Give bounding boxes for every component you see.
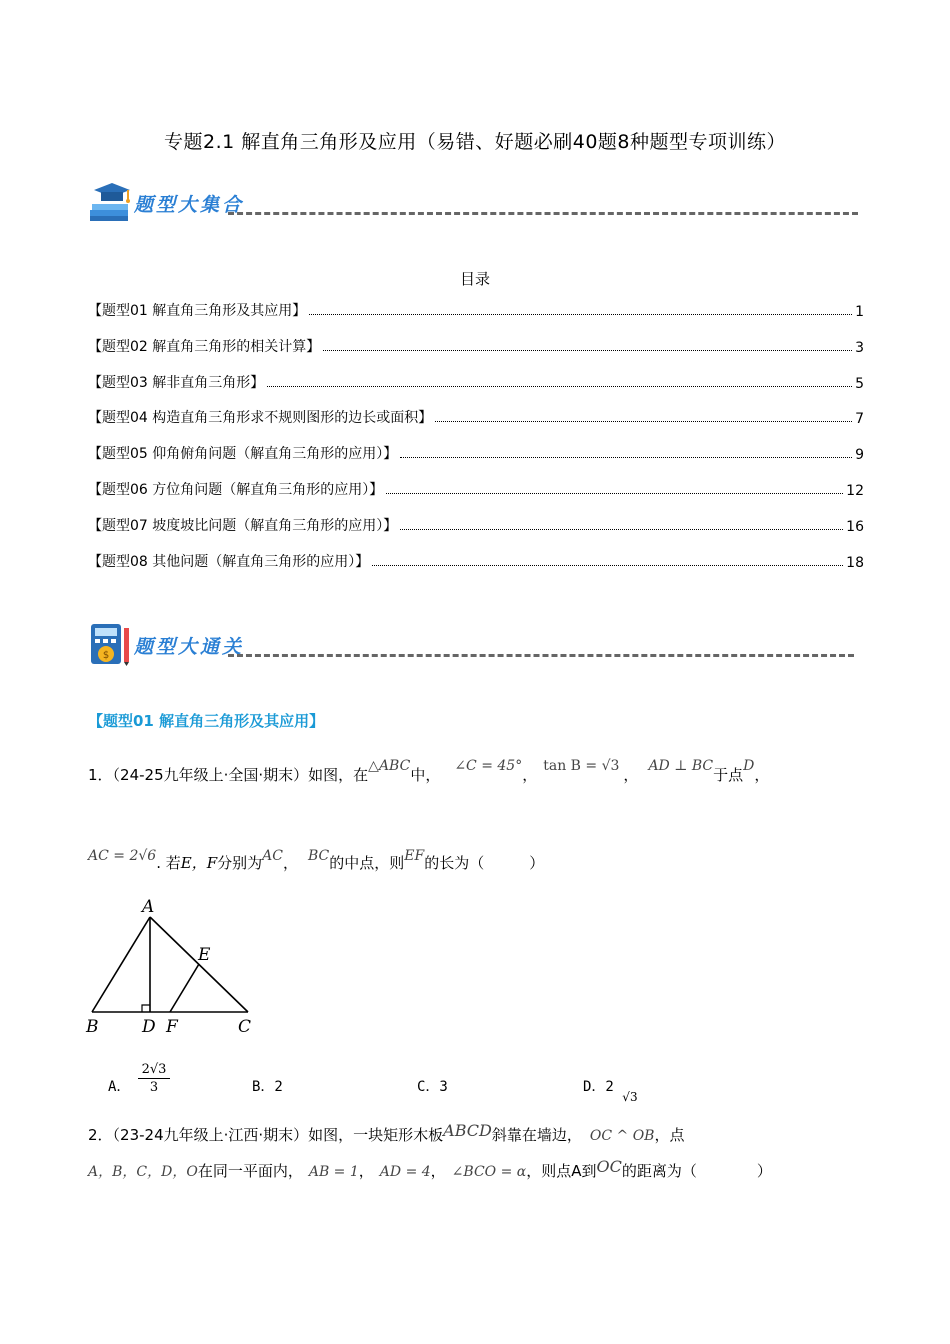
q1-text: 分别为 (217, 854, 263, 872)
q1-point-d: D (743, 758, 755, 774)
option-d[interactable] (583, 1076, 638, 1104)
toc-item-page: 18 (846, 555, 864, 571)
q1-text: ， (623, 766, 639, 784)
q1-ac: AC = 2√6 (88, 848, 157, 864)
option-a-fraction (138, 1062, 170, 1095)
q1-text: . 若 (156, 854, 181, 872)
q1-bc: BC (307, 848, 330, 864)
q2-text: 的距离为（ ） (621, 1162, 772, 1180)
banner-collection (88, 180, 868, 224)
toc-leader-dots (323, 350, 852, 351)
toc-item-label: 【题型07 坡度坡比问题（解直角三角形的应用）】 (88, 518, 398, 534)
toc-item-page: 1 (855, 304, 864, 320)
toc-item[interactable] (88, 479, 864, 499)
fraction-numerator: 2√3 (138, 1062, 170, 1079)
label-b: B (86, 1017, 99, 1037)
toc-item[interactable] (88, 372, 864, 392)
q1-text: ， (754, 766, 770, 784)
toc-item-label: 【题型08 其他问题（解直角三角形的应用）】 (88, 554, 370, 570)
toc-leader-dots (372, 565, 843, 566)
banner-collection-text: 题型大集合 (134, 194, 245, 216)
q1-ef2: EF (404, 848, 425, 864)
toc-item-label: 【题型03 解非直角三角形】 (88, 375, 265, 391)
toc-leader-dots (267, 386, 852, 387)
q2-ad: AD = 4 (379, 1164, 431, 1180)
question-2-stem-line2 (88, 1157, 772, 1181)
q1-perp: AD ⊥ BC (648, 758, 714, 774)
q2-text: 2．（23-24九年级上·江西·期末）如图，一块矩形木板 (88, 1126, 444, 1144)
q1-text: 于点 (713, 766, 744, 784)
toc-item[interactable] (88, 336, 864, 356)
toc-item-page: 16 (846, 519, 864, 535)
toc-item[interactable] (88, 551, 864, 571)
q2-text: 斜靠在墙边， (491, 1126, 582, 1144)
dash-divider (228, 212, 858, 215)
option-a-label: A． (108, 1079, 131, 1095)
svg-text:$: $ (102, 650, 110, 661)
toc-leader-dots (435, 421, 852, 422)
q1-text: 的中点，则 (329, 854, 405, 872)
q1-ef: E，F (180, 854, 218, 872)
label-f: F (166, 1017, 178, 1037)
toc-leader-dots (309, 314, 852, 315)
option-d-radical: √3 (622, 1090, 638, 1104)
q2-abcd: ABCD (443, 1121, 492, 1140)
option-b[interactable]: B．2 (252, 1079, 283, 1095)
toc-leader-dots (386, 493, 843, 494)
toc-item[interactable] (88, 407, 864, 427)
toc-item-label: 【题型05 仰角俯角问题（解直角三角形的应用）】 (88, 446, 398, 462)
toc-item-page: 3 (855, 340, 864, 356)
q1-prefix: 1．（24-25九年级上·全国·期末）如图，在 (88, 766, 369, 784)
option-c[interactable]: C．3 (417, 1079, 448, 1095)
question-1-stem-line2 (88, 848, 545, 873)
label-a: A (142, 897, 155, 917)
q1-ac2: AC (262, 848, 283, 864)
triangle-figure (80, 892, 270, 1042)
toc-leader-dots (400, 529, 843, 530)
question-2-stem (88, 1121, 685, 1145)
q1-text: ， (282, 854, 298, 872)
q2-oc: OC (596, 1157, 622, 1176)
q1-text: 的长为（ ） (424, 854, 545, 872)
q2-perp: OC ^ OB (589, 1128, 655, 1144)
q1-text: ， (522, 766, 538, 784)
label-d: D (142, 1017, 156, 1037)
toc-leader-dots (400, 457, 852, 458)
toc-item-label: 【题型04 构造直角三角形求不规则图形的边长或面积】 (88, 410, 433, 426)
q1-tan: tan B = √3 (543, 758, 620, 774)
toc-item-label: 【题型02 解直角三角形的相关计算】 (88, 339, 321, 355)
q1-text: 中， (410, 766, 441, 784)
label-c: C (238, 1017, 252, 1037)
toc-item-label: 【题型01 解直角三角形及其应用】 (88, 303, 307, 319)
option-a[interactable] (108, 1076, 130, 1096)
calculator-coin-icon (88, 622, 132, 666)
q2-text: 在同一平面内， (197, 1162, 303, 1180)
toc-item[interactable] (88, 300, 864, 320)
label-e: E (198, 945, 211, 965)
toc-item-label: 【题型06 方位角问题（解直角三角形的应用）】 (88, 482, 384, 498)
q2-ab: AB = 1 (308, 1164, 359, 1180)
q2-text: ， (358, 1162, 374, 1180)
graduation-cap-books-icon (88, 180, 132, 224)
q2-text: ， (430, 1162, 446, 1180)
question-1-stem (88, 758, 770, 785)
q2-text: ，点 (654, 1126, 685, 1144)
toc-item-page: 12 (846, 483, 864, 499)
toc-item-page: 5 (855, 376, 864, 392)
toc-heading: 目录 (459, 270, 490, 288)
banner-pass (88, 622, 868, 666)
q2-text: ，则点A到 (526, 1162, 597, 1180)
dash-divider (228, 654, 854, 657)
toc-item[interactable] (88, 515, 864, 535)
page-title: 专题2.1 解直角三角形及应用（易错、好题必刷40题8种题型专项训练） (163, 131, 787, 153)
q1-triangle: △ABC (368, 758, 411, 774)
fraction-denominator: 3 (149, 1080, 159, 1095)
section-heading: 【题型01 解直角三角形及其应用】 (88, 712, 325, 730)
toc-item-page: 9 (855, 447, 864, 463)
toc-item-page: 7 (855, 411, 864, 427)
toc-item[interactable] (88, 443, 864, 463)
q2-points: A，B，C，D，O (88, 1164, 198, 1180)
q2-angle: ∠BCO = α (451, 1164, 527, 1180)
banner-pass-text: 题型大通关 (134, 636, 245, 658)
q1-angle: ∠C = 45° (454, 758, 523, 774)
option-d-label: D．2 (583, 1079, 614, 1095)
